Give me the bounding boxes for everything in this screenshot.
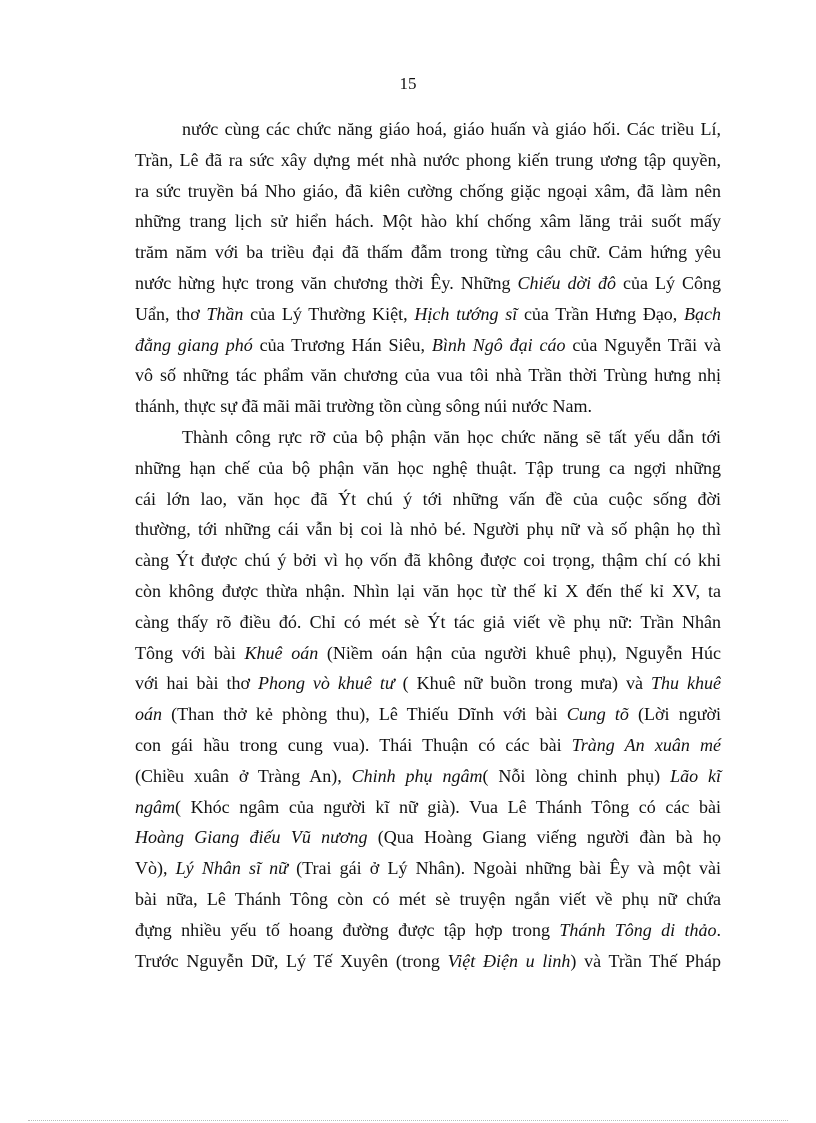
italic-title: Bình Ngô đại cáo xyxy=(431,334,566,355)
text-run: với hai bài thơ xyxy=(135,673,258,694)
text-line xyxy=(135,607,721,638)
text-line xyxy=(135,330,721,361)
text-run: càng Ýt được chú ý bởi vì họ vốn đã không được coi trọng, thậm chí có khi xyxy=(135,550,721,571)
text-line xyxy=(135,237,721,268)
text-run: của Trần Hưng Đạo, xyxy=(517,303,685,324)
italic-title: Lý Nhân sĩ nữ xyxy=(175,858,288,879)
text-run: (Qua Hoàng Giang viếng người đàn bà họ xyxy=(367,827,721,848)
text-run: Trần, Lê đã ra sức xây dựng mét nhà nước phong kiến trung ương tập quyền, xyxy=(135,149,721,170)
text-run: còn không được thừa nhận. Nhìn lại văn học từ thế kỉ X đến thế kỉ XV, ta xyxy=(135,580,721,601)
text-run: ( Nỗi lòng chinh phụ) xyxy=(482,765,671,786)
italic-title: Phong vò khuê tư xyxy=(257,673,395,694)
text-run: Vò), xyxy=(135,858,176,879)
italic-title: ngâm xyxy=(135,796,175,817)
text-line xyxy=(135,545,721,576)
text-line xyxy=(135,176,721,207)
italic-title: Thu khuê xyxy=(651,673,721,694)
text-run: càng thấy rõ điều đó. Chỉ có mét sè Ýt tác giả viết về phụ nữ: Trần Nhân xyxy=(135,611,721,632)
text-line xyxy=(182,114,721,145)
text-run: Thành công rực rỡ của bộ phận văn học chức năng sẽ tất yếu dẫn tới xyxy=(182,426,721,447)
paragraph xyxy=(135,114,721,422)
italic-title: Cung tõ xyxy=(566,704,629,725)
text-line xyxy=(135,453,721,484)
text-run: ( Khuê nữ buồn trong mưa) và xyxy=(394,673,652,694)
text-line xyxy=(135,514,721,545)
text-run: của Nguyễn Trãi và xyxy=(565,334,721,355)
text-run: thường, tới những cái vẫn bị coi là nhỏ bé. Người phụ nữ và số phận họ thì xyxy=(135,519,721,540)
text-run: trăm năm với ba triều đại đã thấm đẫm trong từng câu chữ. Cảm hứng yêu xyxy=(135,242,721,263)
text-run: của Trương Hán Siêu, xyxy=(252,334,432,355)
italic-title: Thần xyxy=(206,303,244,324)
text-line xyxy=(135,915,721,946)
text-run: . xyxy=(716,919,721,940)
text-run: ) và Trần Thế Pháp xyxy=(570,950,721,971)
text-run: của Lý Thường Kiệt, xyxy=(243,303,415,324)
italic-title: Bạch xyxy=(684,303,721,324)
text-line xyxy=(135,668,721,699)
text-run: Tông với bài xyxy=(135,642,245,663)
italic-title: Hịch tướng sĩ xyxy=(414,303,518,324)
italic-title: đằng giang phó xyxy=(135,334,253,355)
text-run: những trang lịch sử hiển hách. Một hào khí chống xâm lăng trải suốt mấy xyxy=(135,211,721,232)
text-line xyxy=(182,422,721,453)
text-line xyxy=(135,761,721,792)
italic-title: Hoàng Giang điếu Vũ nương xyxy=(135,827,368,848)
italic-title: Chiếu dời đô xyxy=(517,272,617,293)
text-line xyxy=(135,206,721,237)
italic-title: Khuê oán xyxy=(244,642,319,663)
text-run: (Lời người xyxy=(628,704,721,725)
text-run: ra sức truyền bá Nho giáo, đã kiên cường chống giặc ngoại xâm, đã làm nên xyxy=(135,180,721,201)
text-run: bài nữa, Lê Thánh Tông còn có mét sè truyện ngắn viết về phụ nữ chứa xyxy=(135,888,721,909)
text-line xyxy=(135,822,721,853)
text-run: thánh, thực sự đã mãi mãi trường tồn cùng sông núi nước Nam. xyxy=(135,396,592,417)
text-run: Trước Nguyễn Dữ, Lý Tế Xuyên (trong xyxy=(135,950,448,971)
italic-title: Việt Điện u linh xyxy=(447,950,571,971)
text-run: vô số những tác phẩm văn chương của vua tôi nhà Trần thời Trùng hưng nhị xyxy=(135,365,721,386)
page-edge-rule xyxy=(28,1120,788,1121)
text-run: Uẩn, thơ xyxy=(135,303,207,324)
italic-title: Tràng An xuân mé xyxy=(571,734,721,755)
text-run: (Trai gái ở Lý Nhân). Ngoài những bài Êy và một vài xyxy=(287,858,721,879)
text-line xyxy=(135,853,721,884)
text-run: con gái hầu trong cung vua). Thái Thuận có các bài xyxy=(135,734,572,755)
text-line xyxy=(135,145,721,176)
text-run: (Niềm oán hận của người khuê phụ), Nguyễn Húc xyxy=(318,642,721,663)
text-line xyxy=(135,391,721,422)
italic-title: Lão kĩ xyxy=(670,765,721,786)
text-line xyxy=(135,946,721,977)
paragraph xyxy=(135,422,721,976)
page-number: 15 xyxy=(399,74,417,93)
text-run: (Chiều xuân ở Tràng An), xyxy=(135,765,352,786)
italic-title: oán xyxy=(135,704,162,725)
text-line xyxy=(135,699,721,730)
text-run: cái lớn lao, văn học đã Ýt chú ý tới những vấn đề của cuộc sống đời xyxy=(135,488,721,509)
italic-title: Thánh Tông di thảo xyxy=(559,919,717,940)
text-line xyxy=(135,299,721,330)
text-line xyxy=(135,638,721,669)
body-text xyxy=(135,114,721,976)
text-run: của Lý Công xyxy=(616,272,721,293)
text-line xyxy=(135,360,721,391)
text-line xyxy=(135,884,721,915)
text-run: đựng nhiều yếu tố hoang đường được tập hợp trong xyxy=(135,919,560,940)
text-run: nước hừng hực trong văn chương thời Êy. Những xyxy=(135,272,518,293)
text-line xyxy=(135,730,721,761)
text-line xyxy=(135,792,721,823)
text-run: (Than thở kẻ phòng thu), Lê Thiếu Dĩnh với bài xyxy=(162,704,567,725)
italic-title: Chinh phụ ngâm xyxy=(351,765,483,786)
text-run: những hạn chế của bộ phận văn học nghệ thuật. Tập trung ca ngợi những xyxy=(135,457,721,478)
text-run: ( Khóc ngâm của người kĩ nữ già). Vua Lê Thánh Tông có các bài xyxy=(175,796,721,817)
text-line xyxy=(135,268,721,299)
text-run: nước cùng các chức năng giáo hoá, giáo huấn và giáo hối. Các triều Lí, xyxy=(182,119,721,139)
text-line xyxy=(135,484,721,515)
text-line xyxy=(135,576,721,607)
